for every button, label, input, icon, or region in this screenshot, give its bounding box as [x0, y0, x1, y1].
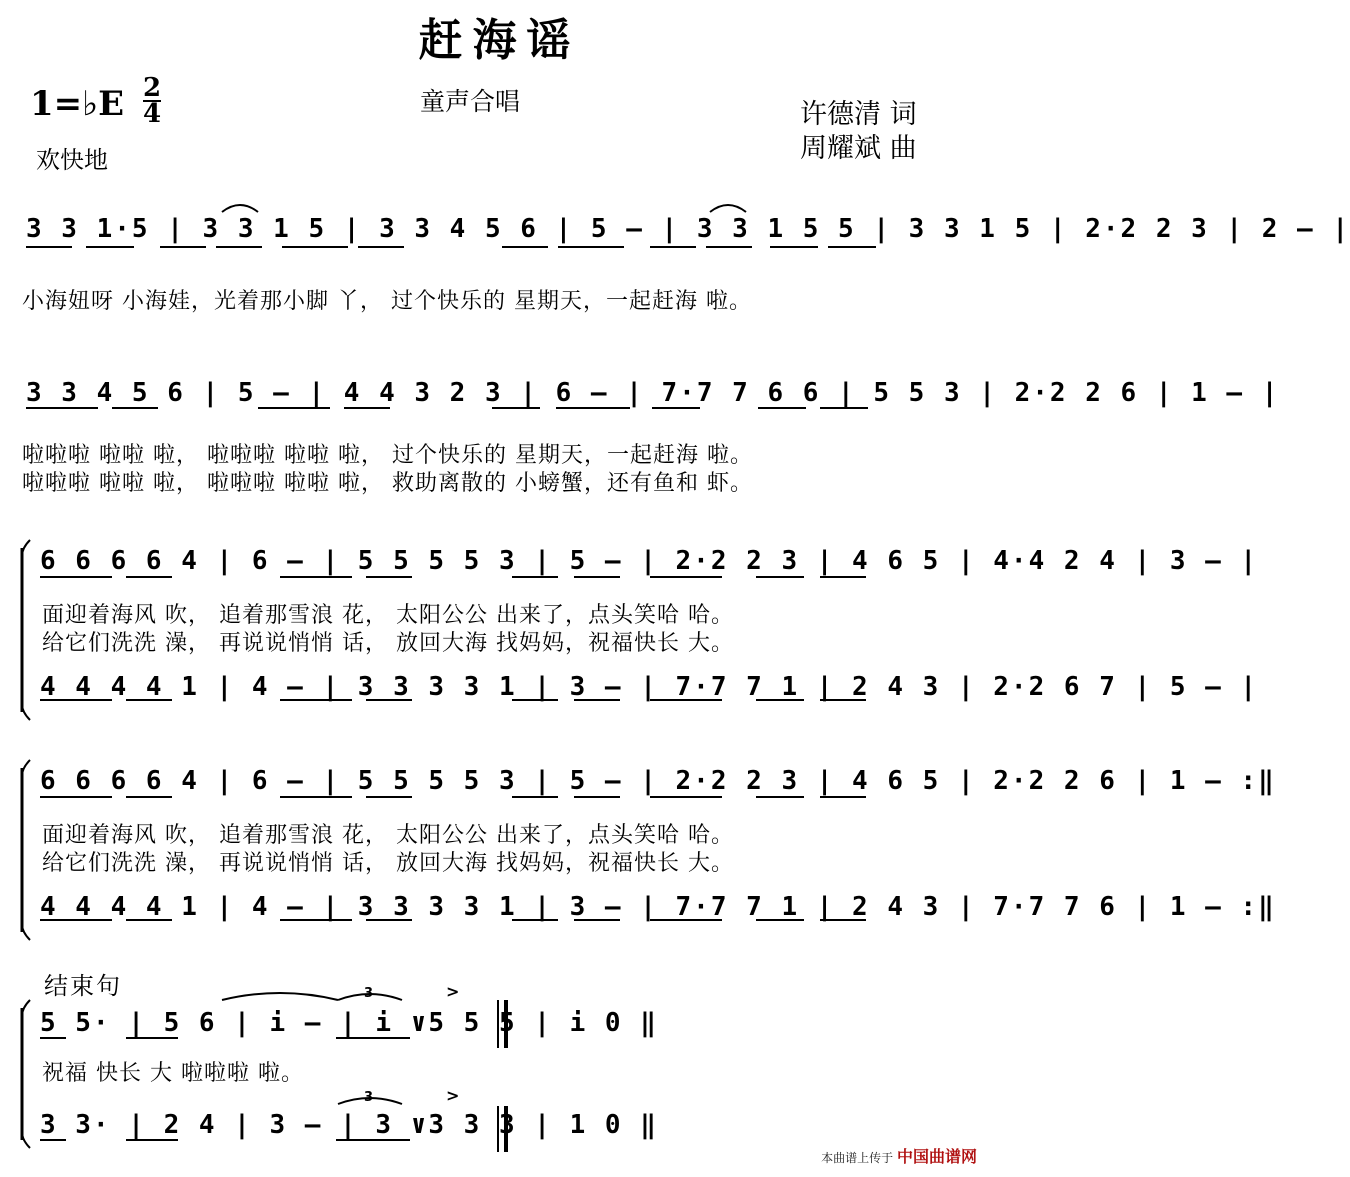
site-logo-text: 中国曲谱网	[896, 1147, 977, 1166]
coda-lyric: 祝福 快长 大 啦啦啦 啦。	[42, 1061, 304, 1086]
accent-mark-upper: >	[446, 982, 460, 1001]
system4-upper-notes: 6 6 6 6 4 | 6 – | 5 5 5 5 3 | 5 – | 2·2 2 3 | 4 6 5 | 2·2 2 6 | 1 – :‖	[40, 766, 1276, 796]
page-title: 赶海谣	[418, 15, 581, 66]
system2-lyric-2: 啦啦啦 啦啦 啦， 啦啦啦 啦啦 啦， 救助离散的 小螃蟹，还有鱼和 虾。	[22, 471, 753, 496]
coda-upper-notes: 5 5· | 5 6 | i – | i ∨5 5 5 | i 0 ‖	[40, 1008, 658, 1038]
coda-label: 结束句	[44, 972, 122, 1000]
lyricist-credit: 许德清 词	[800, 99, 917, 130]
system4-lyric-1: 面迎着海风 吹， 追着那雪浪 花， 太阳公公 出来了，点头笑哈 哈。	[42, 823, 734, 848]
triplet-mark-upper: 3	[364, 986, 374, 1001]
accent-mark-lower: >	[446, 1086, 460, 1105]
genre-label: 童声合唱	[420, 87, 521, 116]
system1-notes: 3 3 1·5 | 3 3 1 5 | 3 3 4 5 6 | 5 – | 3 3 1 5 5 | 3 3 1 5 | 2·2 2 3 | 2 – |	[26, 214, 1350, 244]
system3-lower-notes: 4 4 4 4 1 | 4 – | 3 3 3 3 1 | 3 – | 7·7 7 1 | 2 4 3 | 2·2 6 7 | 5 – |	[40, 672, 1259, 702]
system1-lyric-1: 小海妞呀 小海娃，光着那小脚 丫， 过个快乐的 星期天，一起赶海 啦。	[22, 289, 752, 314]
tempo-marking: 欢快地	[36, 146, 108, 174]
system2-notes: 3 3 4 5 6 | 5 – | 4 4 3 2 3 | 6 – | 7·7 7 6 6 | 5 5 3 | 2·2 2 6 | 1 – |	[26, 378, 1280, 408]
system3-lyric-2: 给它们洗洗 澡， 再说说悄悄 话， 放回大海 找妈妈，祝福快长 大。	[42, 631, 734, 656]
key-signature: 1=♭E	[30, 84, 125, 124]
composer-credit: 周耀斌 曲	[800, 133, 917, 164]
upload-credit	[821, 1144, 977, 1167]
system2-lyric-1: 啦啦啦 啦啦 啦， 啦啦啦 啦啦 啦， 过个快乐的 星期天，一起赶海 啦。	[22, 443, 753, 468]
coda-lower-notes: 3 3· | 2 4 | 3 – | 3 ∨3 3 3 | 1 0 ‖	[40, 1110, 658, 1140]
triplet-mark-lower: 3	[364, 1090, 374, 1105]
time-top: 2	[143, 73, 162, 103]
uploaded-text: 本曲谱上传于	[821, 1151, 894, 1165]
system3-lyric-1: 面迎着海风 吹， 追着那雪浪 花， 太阳公公 出来了，点头笑哈 哈。	[42, 603, 734, 628]
system3-upper-notes: 6 6 6 6 4 | 6 – | 5 5 5 5 3 | 5 – | 2·2 2 3 | 4 6 5 | 4·4 2 4 | 3 – |	[40, 546, 1259, 576]
time-bottom: 4	[143, 99, 162, 129]
system4-lower-notes: 4 4 4 4 1 | 4 – | 3 3 3 3 1 | 3 – | 7·7 7 1 | 2 4 3 | 7·7 7 6 | 1 – :‖	[40, 892, 1276, 922]
system4-lyric-2: 给它们洗洗 澡， 再说说悄悄 话， 放回大海 找妈妈，祝福快长 大。	[42, 851, 734, 876]
